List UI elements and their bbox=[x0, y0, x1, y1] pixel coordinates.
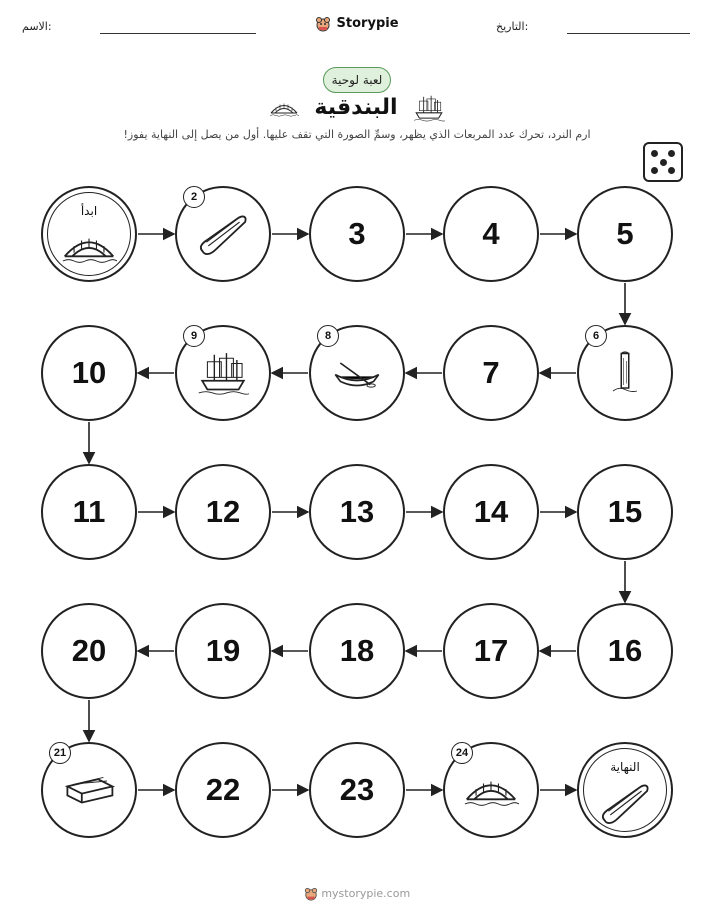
finish-space bbox=[577, 742, 673, 838]
board-space-15 bbox=[577, 464, 673, 560]
gondola-icon bbox=[579, 774, 671, 832]
board-space-23 bbox=[309, 742, 405, 838]
board-space-11 bbox=[41, 464, 137, 560]
space-number-badge: 9 bbox=[183, 325, 205, 347]
board-space-3 bbox=[309, 186, 405, 282]
board-space-2 bbox=[175, 186, 271, 282]
space-number: 12 bbox=[205, 494, 241, 529]
space-number-badge: 24 bbox=[451, 742, 473, 764]
start-label: ابدأ bbox=[80, 204, 98, 218]
start-space bbox=[41, 186, 137, 282]
space-number: 19 bbox=[205, 633, 241, 668]
gondola-icon bbox=[177, 188, 269, 280]
space-number-badge: 6 bbox=[585, 325, 607, 347]
space-number: 14 bbox=[473, 494, 509, 529]
space-number: 15 bbox=[607, 494, 643, 529]
mooring-pole-icon bbox=[579, 327, 671, 419]
space-number: 23 bbox=[339, 772, 375, 807]
brand-name: Storypie bbox=[336, 16, 399, 31]
bridge-icon bbox=[43, 218, 135, 276]
board-space-13 bbox=[309, 464, 405, 560]
board-space-8 bbox=[309, 325, 405, 421]
ship-icon bbox=[177, 327, 269, 419]
board-space-6 bbox=[577, 325, 673, 421]
space-number: 3 bbox=[348, 216, 366, 251]
space-number: 22 bbox=[205, 772, 241, 807]
board-space-20 bbox=[41, 603, 137, 699]
space-number-badge: 21 bbox=[49, 742, 71, 764]
space-number-badge: 2 bbox=[183, 186, 205, 208]
space-number: 13 bbox=[339, 494, 375, 529]
board-space-18 bbox=[309, 603, 405, 699]
board-space-22 bbox=[175, 742, 271, 838]
board-space-9 bbox=[175, 325, 271, 421]
space-number: 11 bbox=[72, 494, 106, 529]
space-number: 20 bbox=[71, 633, 107, 668]
rowboat-icon bbox=[311, 327, 403, 419]
board-space-21 bbox=[41, 742, 137, 838]
space-number: 18 bbox=[339, 633, 375, 668]
board-space-16 bbox=[577, 603, 673, 699]
board-space-19 bbox=[175, 603, 271, 699]
board-space-14 bbox=[443, 464, 539, 560]
space-number: 7 bbox=[482, 355, 500, 390]
name-label: الاسم: bbox=[22, 20, 52, 33]
space-number-badge: 8 bbox=[317, 325, 339, 347]
date-label: التاريخ: bbox=[496, 20, 529, 33]
space-number: 16 bbox=[607, 633, 643, 668]
board-space-7 bbox=[443, 325, 539, 421]
footer bbox=[0, 887, 714, 901]
board-space-10 bbox=[41, 325, 137, 421]
finish-label: النهاية bbox=[610, 760, 640, 774]
category-badge: لعبة لوحية bbox=[323, 67, 391, 93]
board-space-5 bbox=[577, 186, 673, 282]
storypie-logo-icon bbox=[304, 887, 318, 901]
pallet-icon bbox=[43, 744, 135, 836]
board-space-4 bbox=[443, 186, 539, 282]
space-number: 5 bbox=[616, 216, 634, 251]
board-space-12 bbox=[175, 464, 271, 560]
board-space-24 bbox=[443, 742, 539, 838]
space-number: 17 bbox=[473, 633, 509, 668]
board-space-17 bbox=[443, 603, 539, 699]
bridge-icon bbox=[445, 744, 537, 836]
title-text: البندقية bbox=[314, 95, 398, 120]
space-number: 10 bbox=[71, 355, 107, 390]
instructions: ارم النرد، تحرك عدد المربعات الذي يظهر، وسمِّ الصورة التي تقف عليها. أول من يصل إلى النهاية يفوز! bbox=[123, 128, 591, 141]
space-number: 4 bbox=[482, 216, 500, 251]
footer-url: mystorypie.com bbox=[321, 887, 411, 900]
